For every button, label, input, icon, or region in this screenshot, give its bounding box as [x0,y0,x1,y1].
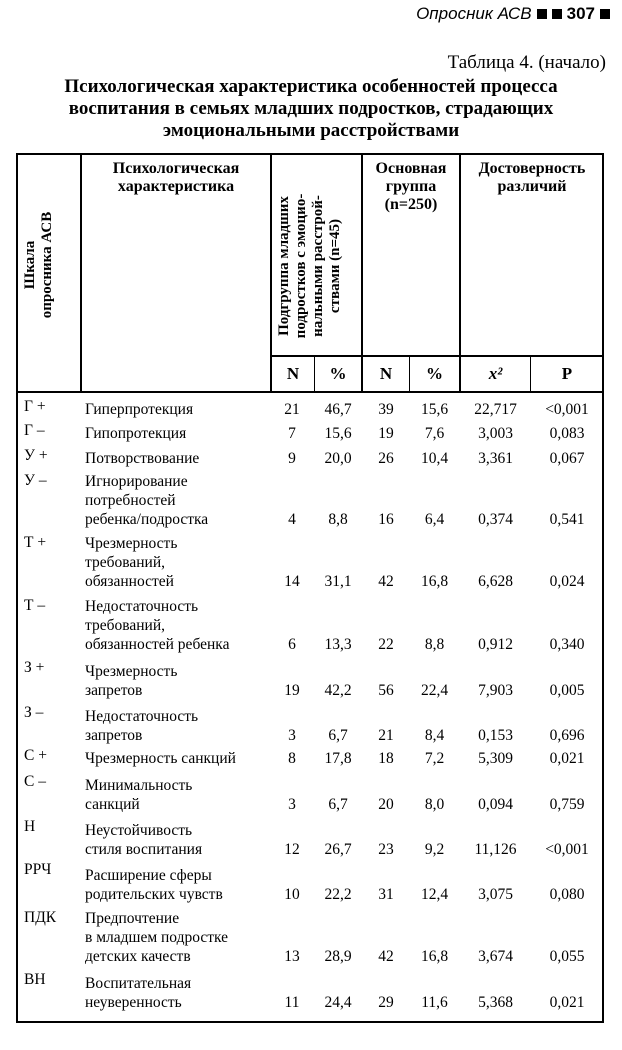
characteristic-line: запретов [85,727,143,744]
table-row [16,772,604,814]
row-value-n1: 4 [288,511,296,528]
caption-line: эмоциональными расстройствами [162,120,460,141]
row-scale-code: С – [24,773,46,790]
characteristic-line: стиля воспитания [85,841,203,858]
subheader-n: N [286,364,300,383]
row-characteristic [85,821,285,859]
row-value-p1: 8,8 [328,511,348,528]
row-characteristic [85,776,285,814]
subheader-chi-square: x² [488,364,503,383]
row-value-chi: 0,374 [478,511,513,528]
square-mark-icon [537,9,547,19]
row-characteristic [85,707,285,745]
table-row [16,970,604,1012]
characteristic-line: Недостаточность [85,598,199,615]
subheader-n: N [379,364,393,383]
row-value-chi: 3,003 [478,425,513,442]
row-value-n2: 29 [378,994,394,1011]
table-row [16,658,604,700]
row-value-chi: 0,094 [478,796,513,813]
characteristic-line: Гипопротекция [85,425,187,442]
row-value-p2: 6,4 [424,511,445,528]
subheader-percent: % [426,364,443,383]
row-value-p1: 20,0 [324,450,352,467]
row-value-chi: 5,309 [478,750,513,767]
row-value-p: 0,696 [549,727,585,744]
table-row [16,397,604,419]
row-value-p2: 15,6 [420,401,449,418]
row-value-n2: 20 [378,796,394,813]
row-value-n2: 26 [378,450,394,467]
characteristic-line: потребностей [85,492,176,509]
row-value-p: 0,055 [549,948,585,965]
running-head-title: Опросник АСВ [416,4,532,23]
table-row [16,596,604,654]
row-scale-code: Г + [24,398,46,415]
row-scale-code: Г – [24,422,45,439]
row-value-p1: 15,6 [324,425,352,442]
row-value-n1: 8 [288,750,296,767]
row-value-p1: 13,3 [324,636,352,653]
row-value-p2: 10,4 [420,450,449,467]
row-value-chi: 11,126 [474,841,517,858]
row-characteristic [85,974,285,1012]
row-value-p2: 8,0 [424,796,445,813]
row-scale-code: РРЧ [24,861,52,878]
row-value-p1: 22,2 [324,886,352,903]
row-value-chi: 3,674 [478,948,513,965]
row-characteristic [85,749,285,768]
row-value-n1: 12 [284,841,300,858]
row-value-p1: 28,9 [324,948,352,965]
row-value-chi: 5,368 [478,994,513,1011]
row-value-n2: 18 [378,750,394,767]
header-significance: Достоверность различий [478,160,586,195]
row-value-n2: 42 [378,573,394,590]
grid-line [80,154,82,392]
row-value-p: 0,759 [549,796,585,813]
row-characteristic [85,472,285,529]
row-value-n1: 21 [284,401,300,418]
characteristic-line: обязанностей [85,573,174,590]
row-value-n2: 23 [378,841,394,858]
row-value-p2: 8,4 [424,727,445,744]
characteristic-line: в младшем подростке [85,929,229,946]
row-value-n1: 3 [288,727,296,744]
row-value-n2: 56 [378,682,394,699]
characteristic-line: детских качеств [85,948,191,965]
row-scale-code: Т + [24,534,47,551]
row-scale-code: ПДК [24,909,57,926]
row-characteristic [85,909,285,966]
row-value-chi: 6,628 [478,573,513,590]
caption-line: Психологическая характеристика особенностей процесса [64,76,558,97]
characteristic-line: требований, [85,617,165,634]
row-value-chi: 3,075 [478,886,513,903]
row-value-p: <0,001 [545,841,589,858]
row-characteristic [85,866,285,904]
row-value-n2: 16 [378,511,394,528]
table-row [16,860,604,904]
characteristic-line: санкций [85,796,140,813]
row-value-chi: 3,361 [478,450,513,467]
row-value-p1: 46,7 [324,401,352,418]
characteristic-line: неуверенность [85,994,182,1011]
characteristic-line: ребенка/подростка [85,511,209,528]
row-value-p2: 8,8 [424,636,445,653]
row-value-n2: 21 [378,727,394,744]
row-scale-code: ВН [24,971,46,988]
subheader-percent: % [329,364,347,383]
row-value-p1: 24,4 [324,994,352,1011]
row-value-p: <0,001 [545,401,589,418]
table-row [16,703,604,745]
row-value-n2: 22 [378,636,394,653]
row-value-p: 0,005 [549,682,585,699]
row-value-p1: 26,7 [324,841,352,858]
header-scale: Шкала опросника АСВ [22,211,55,319]
row-value-n1: 3 [288,796,296,813]
row-scale-code: У + [24,447,48,464]
row-value-n1: 13 [284,948,300,965]
characteristic-line: Недостаточность [85,708,199,725]
row-value-n1: 7 [288,425,296,442]
row-value-p2: 7,6 [424,425,445,442]
characteristic-line: Гиперпротекция [85,401,194,418]
table-row [16,908,604,966]
page-number: 307 [566,4,595,23]
row-value-p2: 11,6 [421,994,448,1011]
row-characteristic [85,400,285,419]
row-characteristic [85,449,285,468]
row-value-chi: 22,717 [474,401,517,418]
subheader-p: P [561,364,573,383]
row-value-n1: 19 [284,682,300,699]
row-value-n2: 39 [378,401,394,418]
row-value-n2: 19 [378,425,394,442]
header-characteristic: Психологическая характеристика [112,160,240,195]
row-value-p2: 16,8 [420,948,449,965]
row-value-chi: 0,912 [478,636,513,653]
table-caption [10,76,612,142]
table-row [16,471,604,529]
table-row [16,533,604,591]
row-characteristic [85,597,285,654]
table-row [16,421,604,443]
row-value-p1: 42,2 [324,682,352,699]
characteristic-line: Предпочтение [85,910,180,927]
row-value-n1: 14 [284,573,300,590]
row-scale-code: С + [24,747,47,764]
row-value-n1: 11 [284,994,300,1011]
caption-line: воспитания в семьях младших подростков, страдающих [68,98,554,119]
row-value-n2: 31 [378,886,394,903]
row-value-p: 0,340 [549,636,585,653]
row-scale-code: З + [24,659,45,676]
square-mark-icon [552,9,562,19]
row-value-p2: 22,4 [420,682,449,699]
row-scale-code: Н [24,818,36,835]
row-value-chi: 0,153 [478,727,513,744]
row-value-p: 0,067 [549,450,585,467]
row-value-p1: 6,7 [328,796,348,813]
table-row [16,746,604,768]
row-characteristic [85,662,285,700]
characteristic-line: Чрезмерность [85,663,178,680]
row-scale-code: Т – [24,597,46,614]
table-label: Таблица 4. (начало) [447,52,606,73]
header-main-group: Основная группа (n=250) [375,160,447,213]
characteristic-line: Потворствование [85,450,200,467]
table-row [16,817,604,859]
characteristic-line: Минимальность [85,777,193,794]
row-value-p: 0,080 [549,886,585,903]
row-value-n1: 6 [288,636,296,653]
characteristic-line: запретов [85,682,143,699]
row-value-p1: 17,8 [324,750,352,767]
row-value-p: 0,021 [549,994,585,1011]
characteristic-line: требований, [85,554,165,571]
row-scale-code: У – [24,472,47,489]
row-value-chi: 7,903 [478,682,513,699]
grid-line [16,391,604,393]
row-characteristic [85,534,285,591]
header-subgroup: Подгруппа младших подростков с эмоцио- нальными расстрой- ствами (n=45) [276,193,343,339]
row-value-p2: 16,8 [420,573,449,590]
characteristic-line: Чрезмерность санкций [85,750,236,767]
characteristic-line: Неустойчивость [85,822,193,839]
row-value-n1: 9 [288,450,296,467]
row-scale-code: З – [24,704,44,721]
row-value-p2: 12,4 [420,886,449,903]
row-value-p: 0,083 [549,425,585,442]
running-head [416,4,610,24]
row-value-p: 0,021 [549,750,585,767]
row-value-n2: 42 [378,948,394,965]
row-value-p2: 9,2 [424,841,445,858]
characteristic-line: Расширение сферы [85,867,212,884]
row-value-p: 0,024 [549,573,585,590]
characteristic-line: обязанностей ребенка [85,636,230,653]
row-value-p2: 7,2 [424,750,445,767]
characteristic-line: Чрезмерность [85,535,178,552]
row-value-p1: 6,7 [328,727,348,744]
row-value-n1: 10 [284,886,300,903]
characteristic-line: Игнорирование [85,473,188,490]
row-value-p: 0,541 [549,511,585,528]
square-mark-icon [600,9,610,19]
characteristic-line: родительских чувств [85,886,223,903]
table-row [16,446,604,468]
row-characteristic [85,424,285,443]
row-value-p1: 31,1 [324,573,352,590]
characteristic-line: Воспитательная [85,975,192,992]
